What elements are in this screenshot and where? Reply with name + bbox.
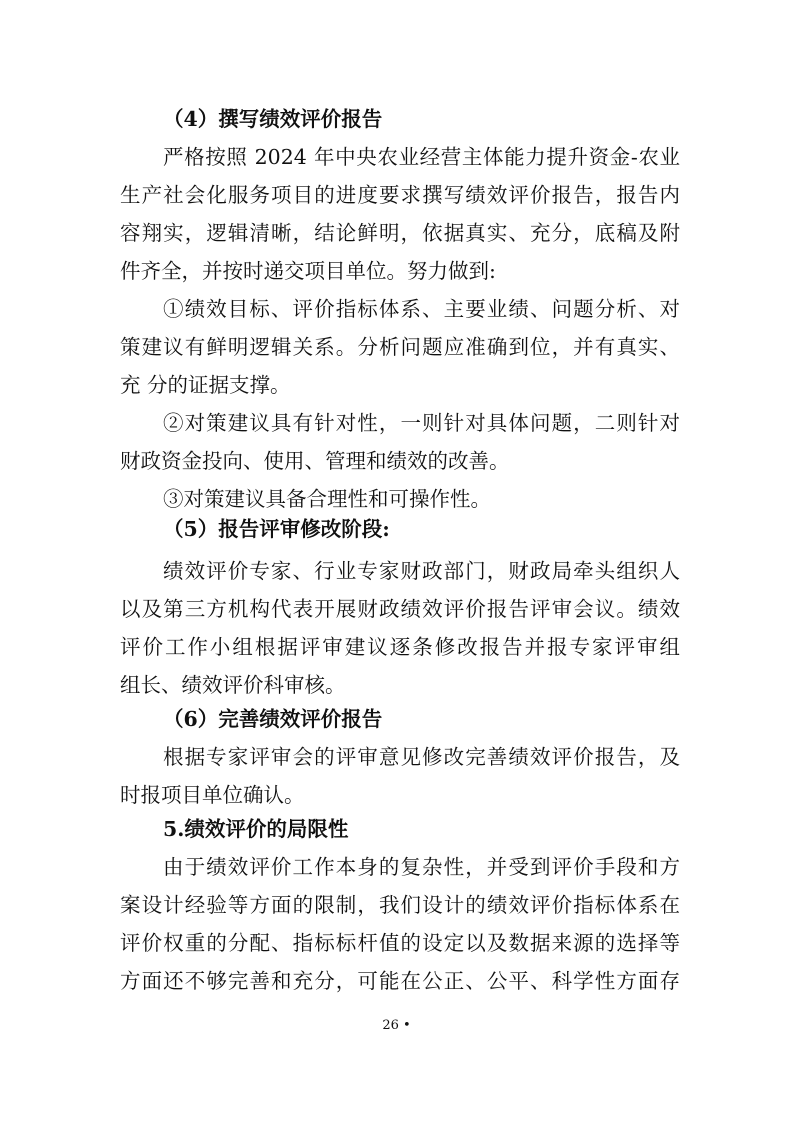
paragraph-line: 组长、绩效评价科审核。 xyxy=(120,673,346,697)
list-item-line: 充 分的证据支撑。 xyxy=(120,373,291,397)
paragraph-line: 方面还不够完善和充分，可能在公正、公平、科学性方面存 xyxy=(120,969,680,993)
paragraph-line: 生产社会化服务项目的进度要求撰写绩效评价报告，报告内 xyxy=(120,183,680,207)
paragraph-line: 由于绩效评价工作本身的复杂性，并受到评价手段和方 xyxy=(163,855,680,879)
heading-step-4: （4）撰写绩效评价报告 xyxy=(163,107,383,131)
page-number: 26 • xyxy=(382,1018,411,1033)
paragraph-line: 案设计经验等方面的限制，我们设计的绩效评价指标体系在 xyxy=(120,893,680,917)
list-item-line: ③对策建议具备合理性和可操作性。 xyxy=(163,487,491,511)
paragraph-line: 严格按照 2024 年中央农业经营主体能力提升资金-农业 xyxy=(163,145,680,169)
paragraph-line: 以及第三方机构代表开展财政绩效评价报告评审会议。绩效 xyxy=(120,597,680,621)
paragraph-line: 根据专家评审会的评审意见修改完善绩效评价报告，及 xyxy=(163,745,680,769)
list-item-line: ②对策建议具有针对性，一则针对具体问题，二则针对 xyxy=(163,411,680,435)
paragraph-line: 评价权重的分配、指标标杆值的设定以及数据来源的选择等 xyxy=(120,931,680,955)
paragraph-line: 件齐全，并按时递交项目单位。努力做到: xyxy=(120,259,496,283)
paragraph-line: 绩效评价专家、行业专家财政部门，财政局牵头组织人 xyxy=(163,559,680,583)
paragraph-line: 评价工作小组根据评审建议逐条修改报告并报专家评审组 xyxy=(120,635,680,659)
list-item-line: 财政资金投向、使用、管理和绩效的改善。 xyxy=(120,449,510,473)
paragraph-line: 容翔实，逻辑清晰，结论鲜明，依据真实、充分，底稿及附 xyxy=(120,221,680,245)
heading-step-5: （5）报告评审修改阶段: xyxy=(163,517,390,541)
list-item-line: ①绩效目标、评价指标体系、主要业绩、问题分析、对 xyxy=(163,297,680,321)
heading-step-6: （6）完善绩效评价报告 xyxy=(163,707,383,731)
list-item-line: 策建议有鲜明逻辑关系。分析问题应准确到位，并有真实、 xyxy=(120,335,680,359)
paragraph-line: 时报项目单位确认。 xyxy=(120,783,305,807)
section-heading: 5.绩效评价的局限性 xyxy=(163,817,349,841)
